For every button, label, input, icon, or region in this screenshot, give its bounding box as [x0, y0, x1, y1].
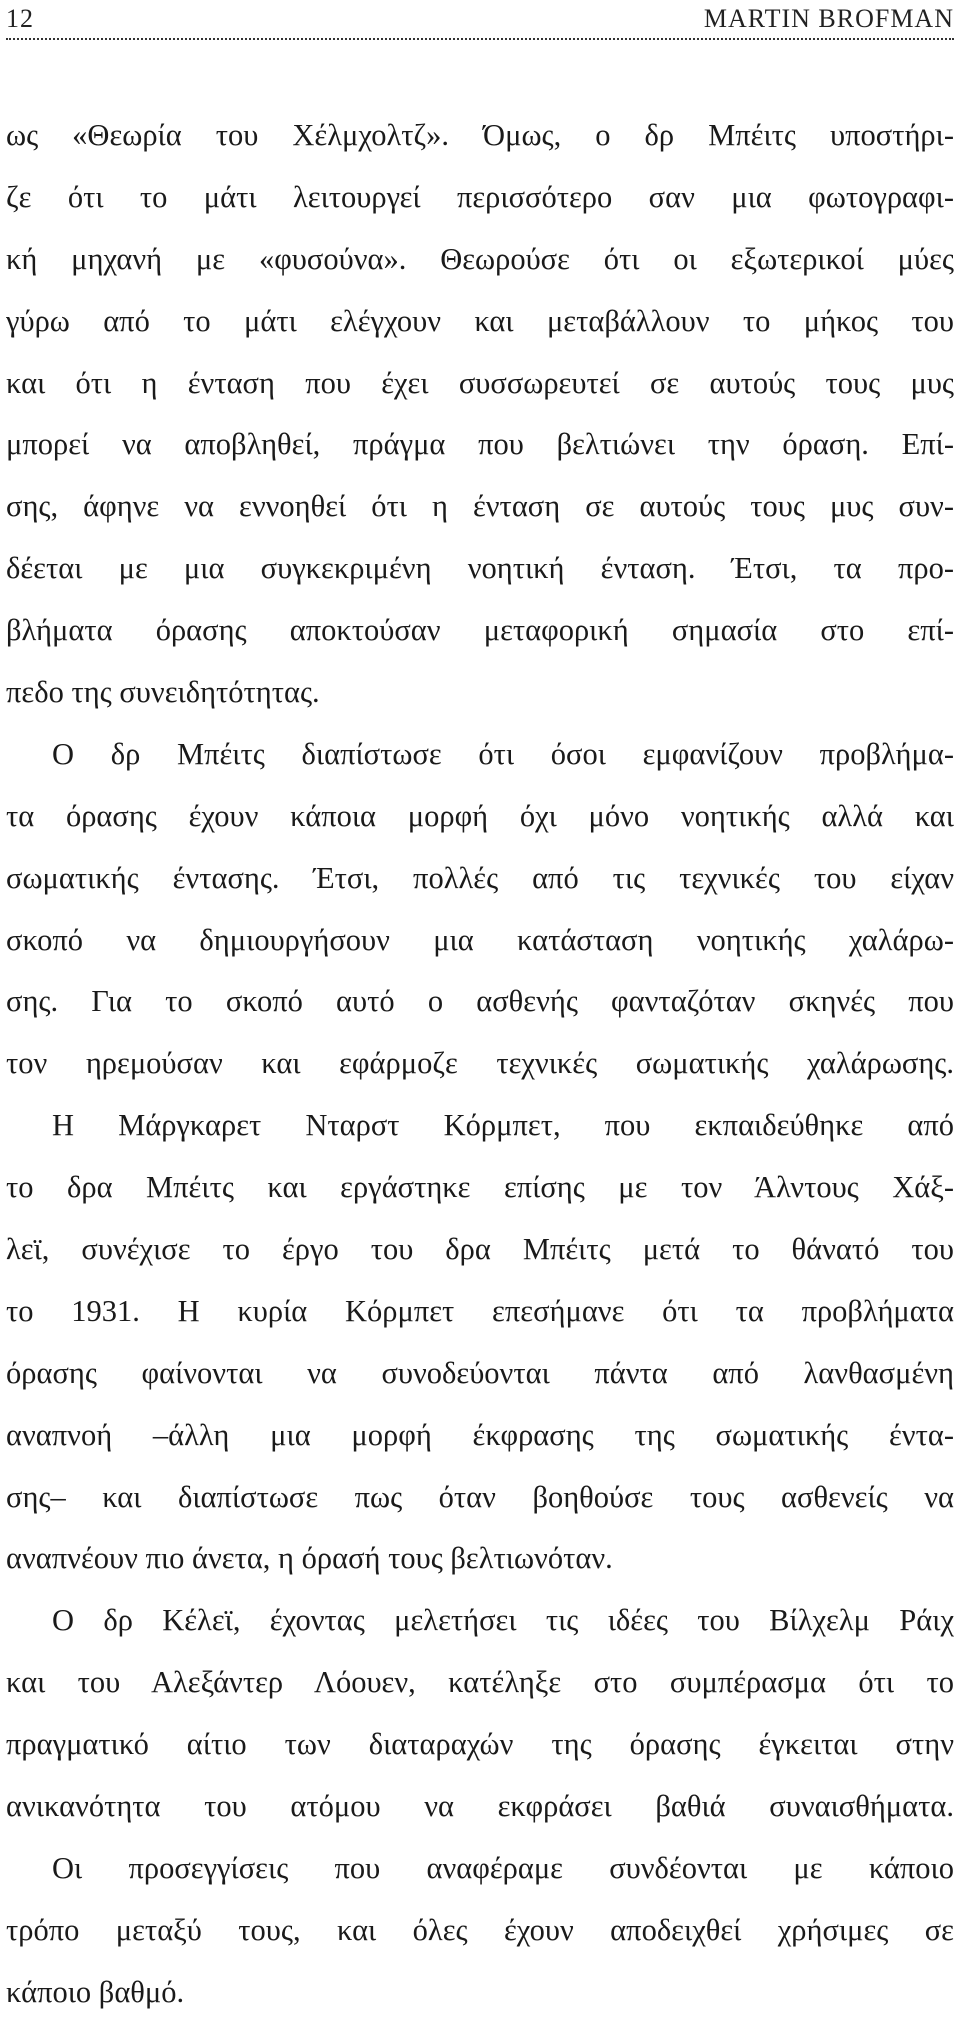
text-line: λεϊ, συνέχισε το έργο του δρα Μπέιτς μετά το θάνατό του — [6, 1232, 954, 1267]
text-line: και ότι η ένταση που έχει συσσωρευτεί σε αυτούς τους μυς — [6, 365, 954, 400]
text-line: το δρα Μπέιτς και εργάστηκε επίσης με τον Άλντους Χάξ- — [6, 1170, 954, 1205]
text-line: όρασης φαίνονται να συνοδεύονται πάντα από λανθασμένη — [6, 1355, 954, 1390]
text-line: μπορεί να αποβληθεί, πράγμα που βελτιώνει την όραση. Επί- — [6, 427, 954, 462]
text-line: δέεται με μια συγκεκριμένη νοητική ένταση. Έτσι, τα προ- — [6, 551, 954, 586]
text-line: πραγματικό αίτιο των διαταραχών της όρασης έγκειται στην — [6, 1727, 954, 1762]
text-line: αναπνοή –άλλη μια μορφή έκφρασης της σωματικής έντα- — [6, 1417, 954, 1452]
text-line: Οι προσεγγίσεις που αναφέραμε συνδέονται με κάποιο — [52, 1850, 954, 1885]
text-line: κή μηχανή με «φυσούνα». Θεωρούσε ότι οι εξωτερικοί μύες — [6, 241, 954, 276]
text-line: σωματικής έντασης. Έτσι, πολλές από τις τεχνικές του είχαν — [6, 860, 954, 895]
text-line: σκοπό να δημιουργήσουν μια κατάσταση νοητικής χαλάρω- — [6, 922, 954, 957]
text-line: Ο δρ Μπέιτς διαπίστωσε ότι όσοι εμφανίζουν προβλήμα- — [52, 736, 954, 771]
text-line: βλήματα όρασης αποκτούσαν μεταφορική σημασία στο επί- — [6, 613, 954, 648]
running-header — [6, 0, 954, 34]
text-line: γύρω από το μάτι ελέγχουν και μεταβάλλουν το μήκος του — [6, 303, 954, 338]
text-line: Ο δρ Κέλεϊ, έχοντας μελετήσει τις ιδέες του Βίλχελμ Ράιχ — [52, 1603, 954, 1638]
text-line: κάποιο βαθμό. — [6, 1974, 185, 2009]
header-dotted-rule — [6, 38, 954, 40]
text-line: τα όρασης έχουν κάποια μορφή όχι μόνο νοητικής αλλά και — [6, 798, 954, 833]
text-line: σης, άφηνε να εννοηθεί ότι η ένταση σε αυτούς τους μυς συν- — [6, 489, 954, 524]
text-line: αναπνέουν πιο άνετα, η όρασή τους βελτιωνόταν. — [6, 1541, 613, 1576]
text-line: ζε ότι το μάτι λειτουργεί περισσότερο σαν μια φωτογραφι- — [6, 179, 954, 214]
text-line: τρόπο μεταξύ τους, και όλες έχουν αποδειχθεί χρήσιμες σε — [6, 1912, 954, 1947]
text-line: πεδο της συνειδητότητας. — [6, 675, 320, 710]
text-line: σης. Για το σκοπό αυτό ο ασθενής φανταζόταν σκηνές που — [6, 984, 954, 1019]
text-line: Η Μάργκαρετ Νταρστ Κόρμπετ, που εκπαιδεύθηκε από — [52, 1108, 954, 1143]
text-line: το 1931. Η κυρία Κόρμπετ επεσήμανε ότι τα προβλήματα — [6, 1293, 954, 1328]
text-line: σης– και διαπίστωσε πως όταν βοηθούσε τους ασθενείς να — [6, 1479, 954, 1514]
body-text — [6, 105, 954, 2024]
running-title: MARTIN BROFMAN — [703, 4, 954, 33]
text-line: ανικανότητα του ατόμου να εκφράσει βαθιά συναισθήματα. — [6, 1789, 954, 1824]
text-line: τον ηρεμούσαν και εφάρμοζε τεχνικές σωματικής χαλάρωσης. — [6, 1046, 954, 1081]
page-number: 12 — [6, 4, 34, 33]
text-line: και του Αλεξάντερ Λόουεν, κατέληξε στο συμπέρασμα ότι το — [6, 1665, 954, 1700]
text-line: ως «Θεωρία του Χέλμχολτζ». Όμως, ο δρ Μπέιτς υποστήρι- — [6, 118, 954, 152]
